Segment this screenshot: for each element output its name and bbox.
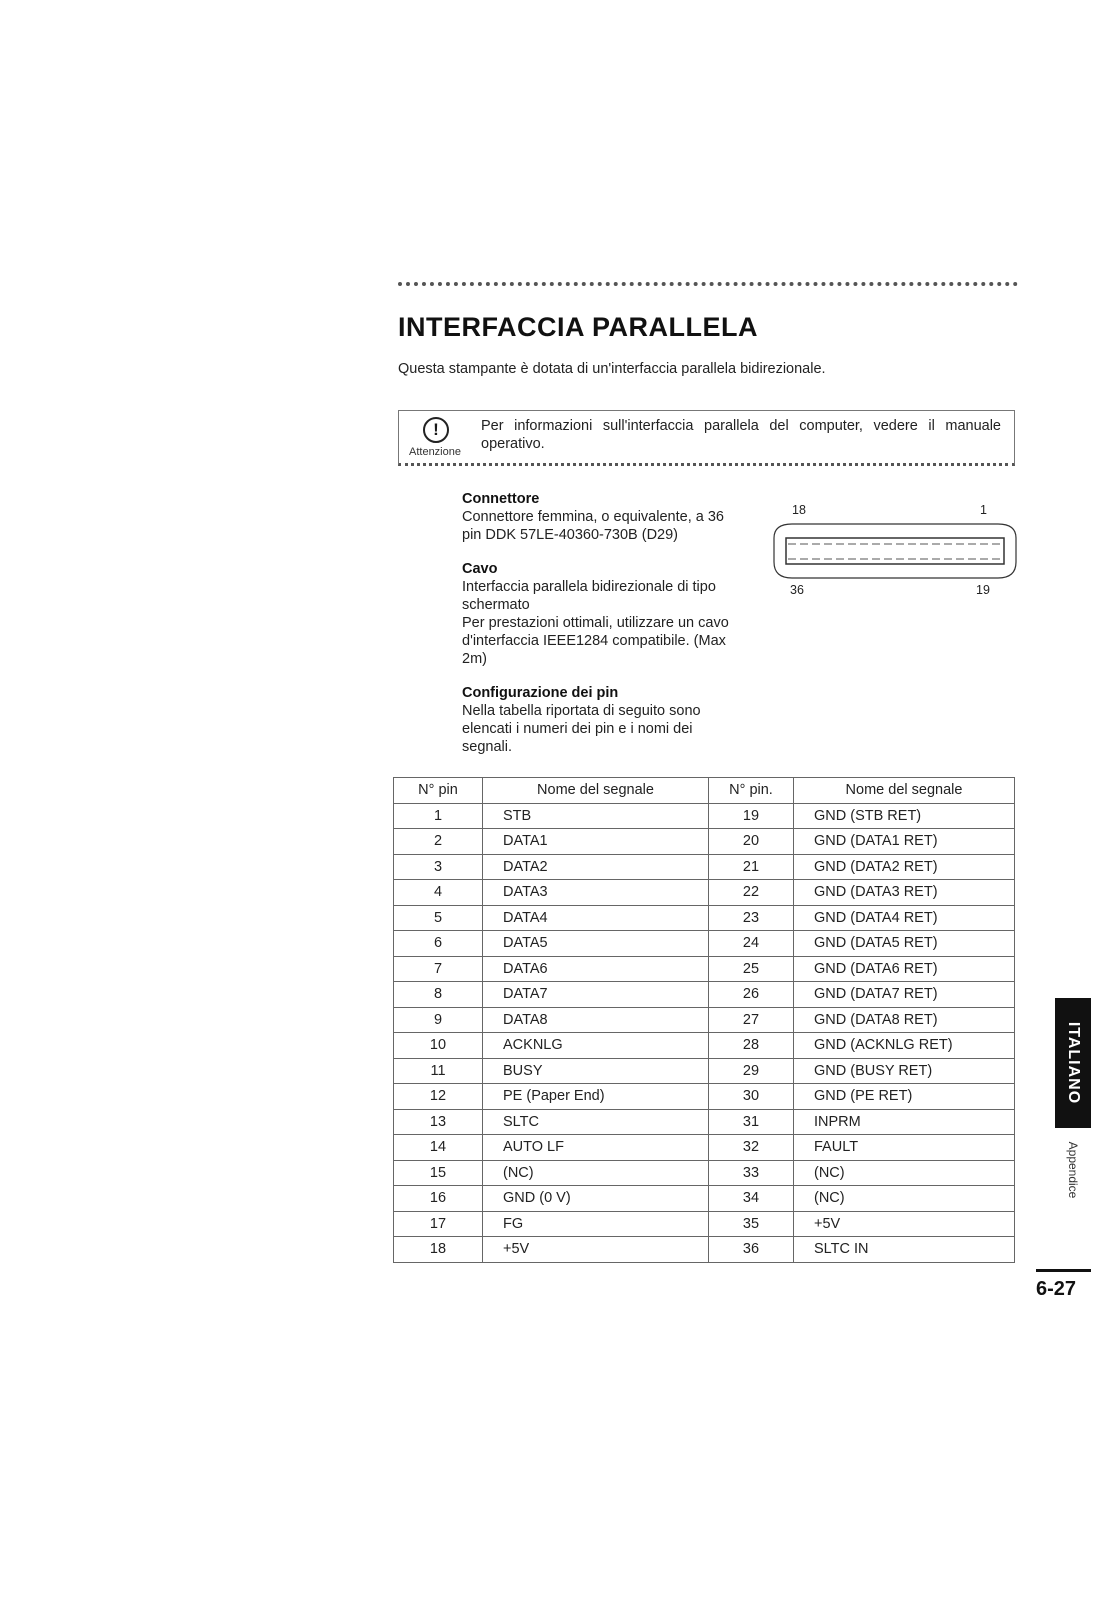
pin-number-cell: 17 [394, 1211, 483, 1237]
signal-name-cell: (NC) [794, 1186, 1015, 1212]
table-row [394, 880, 1015, 906]
signal-name-cell: BUSY [483, 1058, 709, 1084]
signal-name-cell: STB [483, 803, 709, 829]
pin-number-cell: 21 [709, 854, 794, 880]
pin-number-cell: 8 [394, 982, 483, 1008]
table-row [394, 982, 1015, 1008]
table-row [394, 905, 1015, 931]
cavo-heading: Cavo [462, 561, 498, 577]
pin-number-cell: 26 [709, 982, 794, 1008]
attention-notice [398, 410, 1015, 466]
column-header: Nome del segnale [794, 778, 1015, 804]
signal-name-cell: (NC) [483, 1160, 709, 1186]
pin-number-cell: 25 [709, 956, 794, 982]
pin-number-cell: 15 [394, 1160, 483, 1186]
signal-name-cell: INPRM [794, 1109, 1015, 1135]
pin-number-cell: 7 [394, 956, 483, 982]
table-header-row [394, 778, 1015, 804]
connector-label-top-right: 1 [980, 503, 987, 517]
pin-number-cell: 31 [709, 1109, 794, 1135]
pin-number-cell: 6 [394, 931, 483, 957]
signal-name-cell: GND (ACKNLG RET) [794, 1033, 1015, 1059]
pin-number-cell: 22 [709, 880, 794, 906]
pin-number-cell: 11 [394, 1058, 483, 1084]
connector-info [462, 490, 730, 756]
exclamation-circle-icon: ! [423, 417, 449, 443]
signal-name-cell: +5V [794, 1211, 1015, 1237]
table-row [394, 1109, 1015, 1135]
column-header: N° pin [394, 778, 483, 804]
pin-number-cell: 5 [394, 905, 483, 931]
page-number: 6-27 [1036, 1278, 1077, 1300]
pin-number-cell: 24 [709, 931, 794, 957]
signal-name-cell: ACKNLG [483, 1033, 709, 1059]
connector-diagram [770, 500, 1020, 600]
table-row [394, 803, 1015, 829]
signal-name-cell: DATA8 [483, 1007, 709, 1033]
pin-number-cell: 16 [394, 1186, 483, 1212]
pin-number-cell: 1 [394, 803, 483, 829]
table-row [394, 1186, 1015, 1212]
language-tab [1055, 998, 1091, 1128]
pin-number-cell: 18 [394, 1237, 483, 1263]
table-row [394, 1033, 1015, 1059]
table-row [394, 931, 1015, 957]
notice-text: Per informazioni sull'interfaccia parallela del computer, vedere il manuale operativo. [481, 418, 1001, 452]
signal-name-cell: DATA5 [483, 931, 709, 957]
pin-number-cell: 13 [394, 1109, 483, 1135]
signal-name-cell: GND (DATA4 RET) [794, 905, 1015, 931]
pin-number-cell: 10 [394, 1033, 483, 1059]
pin-number-cell: 34 [709, 1186, 794, 1212]
connettore-heading: Connettore [462, 491, 540, 507]
signal-name-cell: GND (PE RET) [794, 1084, 1015, 1110]
connector-label-top-left: 18 [792, 503, 806, 517]
signal-name-cell: DATA2 [483, 854, 709, 880]
signal-name-cell: GND (STB RET) [794, 803, 1015, 829]
pin-number-cell: 2 [394, 829, 483, 855]
signal-name-cell: GND (DATA5 RET) [794, 931, 1015, 957]
table-row [394, 1135, 1015, 1161]
pin-number-cell: 23 [709, 905, 794, 931]
table-row [394, 1211, 1015, 1237]
connector-label-bottom-left: 36 [790, 583, 804, 597]
pin-number-cell: 3 [394, 854, 483, 880]
table-row [394, 1237, 1015, 1263]
signal-name-cell: DATA7 [483, 982, 709, 1008]
table-row [394, 829, 1015, 855]
pin-table [393, 777, 1015, 1263]
signal-name-cell: DATA6 [483, 956, 709, 982]
connector-shape-icon [770, 522, 1020, 582]
page-title: INTERFACCIA PARALLELA [398, 312, 758, 342]
column-header: N° pin. [709, 778, 794, 804]
page-number-rule [1036, 1269, 1091, 1272]
column-header: Nome del segnale [483, 778, 709, 804]
signal-name-cell: GND (0 V) [483, 1186, 709, 1212]
table-row [394, 1160, 1015, 1186]
signal-name-cell: GND (DATA1 RET) [794, 829, 1015, 855]
pin-number-cell: 19 [709, 803, 794, 829]
pin-number-cell: 14 [394, 1135, 483, 1161]
signal-name-cell: FG [483, 1211, 709, 1237]
signal-name-cell: GND (DATA2 RET) [794, 854, 1015, 880]
signal-name-cell: (NC) [794, 1160, 1015, 1186]
signal-name-cell: GND (DATA7 RET) [794, 982, 1015, 1008]
pin-number-cell: 33 [709, 1160, 794, 1186]
signal-name-cell: +5V [483, 1237, 709, 1263]
pin-config-heading: Configurazione dei pin [462, 685, 619, 701]
cavo-text-1: Interfaccia parallela bidirezionale di tipo schermato [462, 579, 716, 613]
table-row [394, 1084, 1015, 1110]
pin-number-cell: 35 [709, 1211, 794, 1237]
signal-name-cell: SLTC IN [794, 1237, 1015, 1263]
pin-number-cell: 29 [709, 1058, 794, 1084]
pin-number-cell: 4 [394, 880, 483, 906]
pin-number-cell: 28 [709, 1033, 794, 1059]
intro-text: Questa stampante è dotata di un'interfaccia parallela bidirezionale. [398, 361, 826, 377]
signal-name-cell: GND (DATA8 RET) [794, 1007, 1015, 1033]
pin-config-text: Nella tabella riportata di seguito sono elencati i numeri dei pin e i nomi dei segnali. [462, 703, 701, 755]
table-row [394, 1007, 1015, 1033]
connector-label-bottom-right: 19 [976, 583, 990, 597]
pin-number-cell: 12 [394, 1084, 483, 1110]
table-row [394, 1058, 1015, 1084]
signal-name-cell: GND (DATA6 RET) [794, 956, 1015, 982]
pin-number-cell: 36 [709, 1237, 794, 1263]
signal-name-cell: AUTO LF [483, 1135, 709, 1161]
top-dotted-rule [398, 282, 1018, 286]
table-row [394, 854, 1015, 880]
notice-caption: Attenzione [409, 446, 461, 458]
section-label: Appendice [1066, 1141, 1080, 1199]
pin-number-cell: 27 [709, 1007, 794, 1033]
signal-name-cell: DATA4 [483, 905, 709, 931]
connettore-text: Connettore femmina, o equivalente, a 36 pin DDK 57LE-40360-730B (D29) [462, 509, 724, 543]
pin-number-cell: 32 [709, 1135, 794, 1161]
signal-name-cell: SLTC [483, 1109, 709, 1135]
cavo-text-2: Per prestazioni ottimali, utilizzare un cavo d'interfaccia IEEE1284 compatibile. (Max 2m) [462, 615, 729, 667]
language-tab-label: ITALIANO [1065, 1021, 1082, 1105]
pin-number-cell: 9 [394, 1007, 483, 1033]
pin-number-cell: 30 [709, 1084, 794, 1110]
signal-name-cell: PE (Paper End) [483, 1084, 709, 1110]
signal-name-cell: DATA1 [483, 829, 709, 855]
signal-name-cell: DATA3 [483, 880, 709, 906]
signal-name-cell: FAULT [794, 1135, 1015, 1161]
signal-name-cell: GND (BUSY RET) [794, 1058, 1015, 1084]
pin-number-cell: 20 [709, 829, 794, 855]
table-row [394, 956, 1015, 982]
signal-name-cell: GND (DATA3 RET) [794, 880, 1015, 906]
